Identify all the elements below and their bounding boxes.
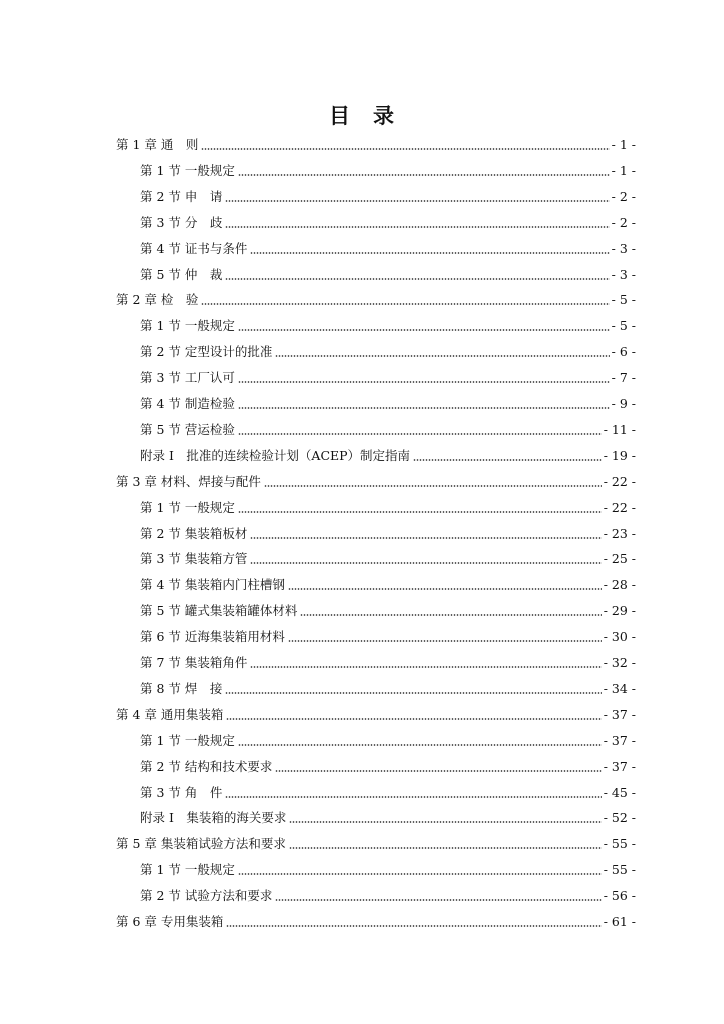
toc-entry-label: 第 8 节 焊 接 — [140, 680, 223, 696]
toc-section-entry[interactable] — [0, 368, 724, 388]
dot-leader — [289, 847, 602, 849]
toc-section-entry[interactable] — [0, 783, 724, 803]
toc-entry-label: 第 1 节 一般规定 — [140, 162, 235, 178]
dot-leader — [275, 355, 609, 357]
dot-leader — [225, 796, 601, 798]
toc-section-entry[interactable] — [0, 394, 724, 414]
toc-entry-label: 第 1 节 一般规定 — [140, 732, 235, 748]
toc-entry-label: 第 2 节 结构和技术要求 — [140, 758, 273, 774]
toc-section-entry[interactable] — [0, 187, 724, 207]
toc-entry-label: 第 4 节 证书与条件 — [140, 240, 248, 256]
toc-entry-label: 附录 I 集装箱的海关要求 — [140, 810, 287, 826]
toc-page-number: - 45 - — [603, 784, 636, 800]
toc-section-entry[interactable] — [0, 498, 724, 518]
toc-page-number: - 55 - — [603, 862, 636, 878]
toc-page-number: - 55 - — [603, 836, 636, 852]
toc-page-number: - 56 - — [603, 888, 636, 904]
toc-section-entry[interactable] — [0, 679, 724, 699]
toc-section-entry[interactable] — [0, 549, 724, 569]
toc-page-number: - 22 - — [603, 473, 636, 489]
toc-entry-label: 第 2 节 定型设计的批准 — [140, 344, 273, 360]
toc-page-number: - 11 - — [603, 421, 636, 437]
toc-entry-label: 第 2 章 检 验 — [116, 292, 199, 308]
toc-section-entry[interactable] — [0, 161, 724, 181]
toc-title: 目 录 — [329, 103, 395, 128]
toc-page-number: - 2 - — [611, 188, 636, 204]
toc-entry-label: 附录 I 批准的连续检验计划（ACEP）制定指南 — [140, 447, 411, 463]
toc-page-number: - 9 - — [611, 396, 636, 411]
toc-section-entry[interactable] — [0, 446, 724, 466]
toc-chapter-entry[interactable] — [0, 290, 724, 310]
dot-leader — [238, 873, 602, 875]
toc-section-entry[interactable] — [0, 731, 724, 751]
toc-page-number: - 37 - — [603, 706, 636, 722]
dot-leader — [250, 666, 601, 668]
dot-leader — [289, 821, 601, 823]
toc-entry-label: 第 5 节 营运检验 — [140, 421, 235, 437]
toc-page-number: - 5 - — [611, 292, 636, 308]
toc-entry-label: 第 4 节 集装箱内门柱槽钢 — [140, 577, 285, 593]
dot-leader — [226, 718, 601, 720]
dot-leader — [250, 537, 601, 539]
toc-section-entry[interactable] — [0, 653, 724, 673]
toc-section-entry[interactable] — [0, 420, 724, 440]
dot-leader — [238, 174, 610, 176]
toc-page-number: - 2 - — [611, 214, 636, 230]
toc-section-entry[interactable] — [0, 524, 724, 544]
toc-page-number: - 32 - — [603, 655, 636, 670]
toc-entry-label: 第 6 节 近海集装箱用材料 — [140, 629, 285, 645]
dot-leader — [238, 433, 602, 435]
toc-entry-label: 第 7 节 集装箱角件 — [140, 655, 248, 670]
toc-entry-label: 第 1 节 一般规定 — [140, 862, 235, 878]
dot-leader — [238, 329, 610, 331]
dot-leader — [226, 925, 601, 927]
dot-leader — [288, 640, 602, 642]
toc-page-number: - 3 - — [611, 266, 636, 282]
toc-chapter-entry[interactable] — [0, 705, 724, 725]
toc-page-number: - 23 - — [603, 525, 636, 541]
toc-section-entry[interactable] — [0, 601, 724, 621]
toc-section-entry[interactable] — [0, 860, 724, 880]
toc-entry-label: 第 2 节 集装箱板材 — [140, 525, 248, 541]
dot-leader — [225, 200, 609, 202]
toc-page-number: - 1 - — [611, 162, 636, 178]
dot-leader — [225, 226, 609, 228]
toc-chapter-entry[interactable] — [0, 472, 724, 492]
dot-leader — [238, 744, 602, 746]
dot-leader — [250, 252, 609, 254]
toc-section-entry[interactable] — [0, 886, 724, 906]
toc-entry-label: 第 1 节 一般规定 — [140, 499, 235, 515]
toc-entry-label: 第 5 章 集装箱试验方法和要求 — [116, 836, 286, 852]
dot-leader — [225, 278, 609, 280]
toc-chapter-entry[interactable] — [0, 135, 724, 155]
toc-section-entry[interactable] — [0, 239, 724, 259]
dot-leader — [250, 562, 601, 564]
toc-page-number: - 7 - — [611, 370, 636, 386]
dot-leader — [300, 614, 601, 616]
dot-leader — [238, 407, 610, 409]
toc-page-number: - 34 - — [603, 680, 636, 696]
toc-entry-label: 第 5 节 罐式集装箱罐体材料 — [140, 603, 298, 619]
dot-leader — [413, 459, 602, 461]
toc-entry-label: 第 3 节 工厂认可 — [140, 370, 235, 386]
toc-page-number: - 37 - — [603, 758, 636, 774]
toc-page-number: - 61 - — [603, 914, 636, 929]
dot-leader — [201, 303, 609, 305]
toc-section-entry[interactable] — [0, 757, 724, 777]
toc-section-entry[interactable] — [0, 213, 724, 233]
toc-entry-label: 第 3 节 集装箱方管 — [140, 551, 248, 567]
dot-leader — [238, 381, 610, 383]
toc-entry-label: 第 1 章 通 则 — [116, 137, 199, 152]
toc-entry-label: 第 1 节 一般规定 — [140, 318, 235, 334]
toc-page-number: - 3 - — [611, 240, 636, 256]
dot-leader — [225, 692, 601, 694]
toc-entry-label: 第 4 章 通用集装箱 — [116, 706, 224, 722]
toc-page-number: - 28 - — [603, 577, 636, 593]
toc-section-entry[interactable] — [0, 342, 724, 362]
dot-leader — [288, 588, 602, 590]
toc-page-number: - 1 - — [611, 137, 636, 152]
toc-page-number: - 5 - — [611, 318, 636, 334]
dot-leader — [238, 511, 602, 513]
toc-page-number: - 29 - — [603, 603, 636, 619]
dot-leader — [275, 770, 601, 772]
toc-page-number: - 19 - — [603, 447, 636, 463]
toc-entry-label: 第 3 章 材料、焊接与配件 — [116, 473, 261, 489]
toc-section-entry[interactable] — [0, 627, 724, 647]
toc-entry-label: 第 3 节 角 件 — [140, 784, 223, 800]
toc-entry-label: 第 2 节 申 请 — [140, 188, 223, 204]
toc-section-entry[interactable] — [0, 265, 724, 285]
toc-page-number: - 6 - — [611, 344, 636, 360]
toc-entry-label: 第 3 节 分 歧 — [140, 214, 223, 230]
toc-entry-label: 第 2 节 试验方法和要求 — [140, 888, 273, 904]
toc-page-number: - 37 - — [603, 732, 636, 748]
toc-entry-label: 第 6 章 专用集装箱 — [116, 914, 224, 929]
toc-entry-label: 第 4 节 制造检验 — [140, 396, 235, 411]
toc-chapter-entry[interactable] — [0, 834, 724, 854]
dot-leader — [264, 485, 602, 487]
toc-entry-label: 第 5 节 仲 裁 — [140, 266, 223, 282]
toc-page-number: - 22 - — [603, 499, 636, 515]
toc-chapter-entry[interactable] — [0, 912, 724, 932]
toc-page-number: - 30 - — [603, 629, 636, 645]
dot-leader — [201, 148, 609, 150]
toc-page-number: - 52 - — [603, 810, 636, 826]
toc-section-entry[interactable] — [0, 808, 724, 828]
toc-page-number: - 25 - — [603, 551, 636, 567]
dot-leader — [275, 899, 601, 901]
toc-section-entry[interactable] — [0, 575, 724, 595]
toc-section-entry[interactable] — [0, 316, 724, 336]
